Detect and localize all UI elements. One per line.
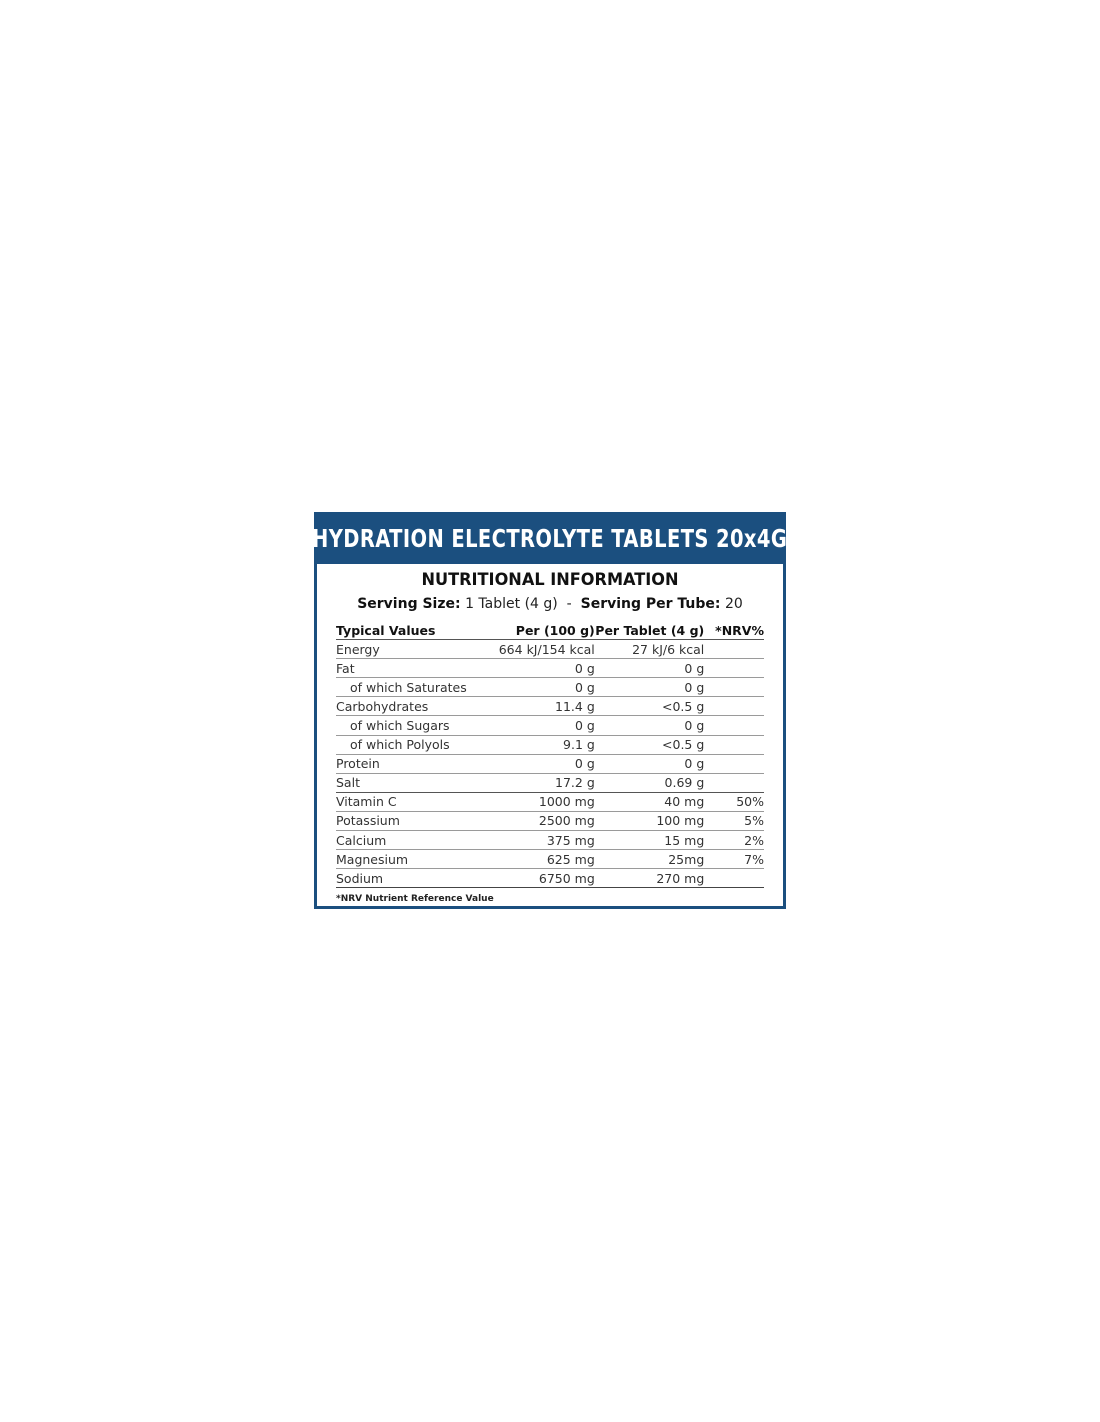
row-per-100g: 664 kJ/154 kcal xyxy=(498,641,595,657)
row-name: Energy xyxy=(336,641,380,657)
serving-size-value: 1 Tablet (4 g) xyxy=(465,596,558,612)
table-row xyxy=(336,736,764,755)
column-header-typical-values: Typical Values xyxy=(336,622,436,638)
table-row xyxy=(336,716,764,735)
row-per-100g: 0 g xyxy=(574,756,595,772)
row-name: of which Polyols xyxy=(350,737,450,753)
row-per-100g: 375 mg xyxy=(546,832,595,848)
row-name: Salt xyxy=(336,775,360,791)
table-row xyxy=(336,755,764,774)
row-per-tablet: 40 mg xyxy=(664,794,705,810)
nutrition-table xyxy=(336,621,764,888)
row-name: Fat xyxy=(336,660,355,676)
row-name: Potassium xyxy=(336,813,400,829)
table-row xyxy=(336,812,764,831)
serving-info xyxy=(317,595,783,613)
row-per-tablet: 100 mg xyxy=(656,813,705,829)
row-per-100g: 625 mg xyxy=(546,851,595,867)
row-per-tablet: 25mg xyxy=(668,851,705,867)
row-per-tablet: <0.5 g xyxy=(662,698,705,714)
row-per-100g: 6750 mg xyxy=(538,870,595,886)
row-per-tablet: 0 g xyxy=(684,756,705,772)
row-nrv: 2% xyxy=(744,832,764,848)
row-per-100g: 0 g xyxy=(574,718,595,734)
row-nrv: 50% xyxy=(736,794,764,810)
table-row xyxy=(336,831,764,850)
row-name: Carbohydrates xyxy=(336,698,429,714)
row-per-tablet: 0 g xyxy=(684,718,705,734)
product-title: HYDRATION ELECTROLYTE TABLETS 20x4G xyxy=(312,523,788,553)
table-header-row xyxy=(336,621,764,640)
row-name: Sodium xyxy=(336,870,384,886)
row-per-tablet: 270 mg xyxy=(656,870,705,886)
table-row xyxy=(336,793,764,812)
row-name: Protein xyxy=(336,756,380,772)
row-name: of which Saturates xyxy=(350,679,467,695)
row-per-tablet: 15 mg xyxy=(664,832,705,848)
serving-separator: - xyxy=(566,596,572,612)
table-row xyxy=(336,869,764,888)
serving-per-tube-value: 20 xyxy=(724,596,743,612)
row-per-100g: 9.1 g xyxy=(563,737,595,753)
row-per-100g: 0 g xyxy=(574,660,595,676)
row-per-100g: 17.2 g xyxy=(555,775,595,791)
table-row xyxy=(336,640,764,659)
row-per-100g: 0 g xyxy=(574,679,595,695)
table-row xyxy=(336,850,764,869)
row-per-tablet: 0 g xyxy=(684,679,705,695)
table-row xyxy=(336,697,764,716)
row-per-100g: 11.4 g xyxy=(555,698,595,714)
column-header-per-tablet: Per Tablet (4 g) xyxy=(595,622,705,638)
row-name: Vitamin C xyxy=(336,794,397,810)
nutrition-label xyxy=(314,512,786,909)
serving-size-label: Serving Size: xyxy=(357,596,461,612)
row-nrv: 5% xyxy=(744,813,764,829)
row-per-tablet: <0.5 g xyxy=(662,737,705,753)
table-row xyxy=(336,774,764,793)
row-name: Calcium xyxy=(336,832,387,848)
row-per-100g: 2500 mg xyxy=(538,813,595,829)
row-per-tablet: 27 kJ/6 kcal xyxy=(632,641,705,657)
table-row xyxy=(336,659,764,678)
nrv-footnote: *NRV Nutrient Reference Value xyxy=(336,894,494,905)
row-per-100g: 1000 mg xyxy=(538,794,595,810)
column-header-per-100g: Per (100 g) xyxy=(515,622,595,638)
row-name: Magnesium xyxy=(336,851,409,867)
nutrition-heading: NUTRITIONAL INFORMATION xyxy=(421,570,679,590)
product-banner xyxy=(314,512,786,564)
column-header-nrv: *NRV% xyxy=(715,622,764,638)
row-per-tablet: 0.69 g xyxy=(664,775,705,791)
row-nrv: 7% xyxy=(744,851,764,867)
row-per-tablet: 0 g xyxy=(684,660,705,676)
row-name: of which Sugars xyxy=(350,718,450,734)
table-row xyxy=(336,678,764,697)
serving-per-tube-label: Serving Per Tube: xyxy=(580,596,721,612)
